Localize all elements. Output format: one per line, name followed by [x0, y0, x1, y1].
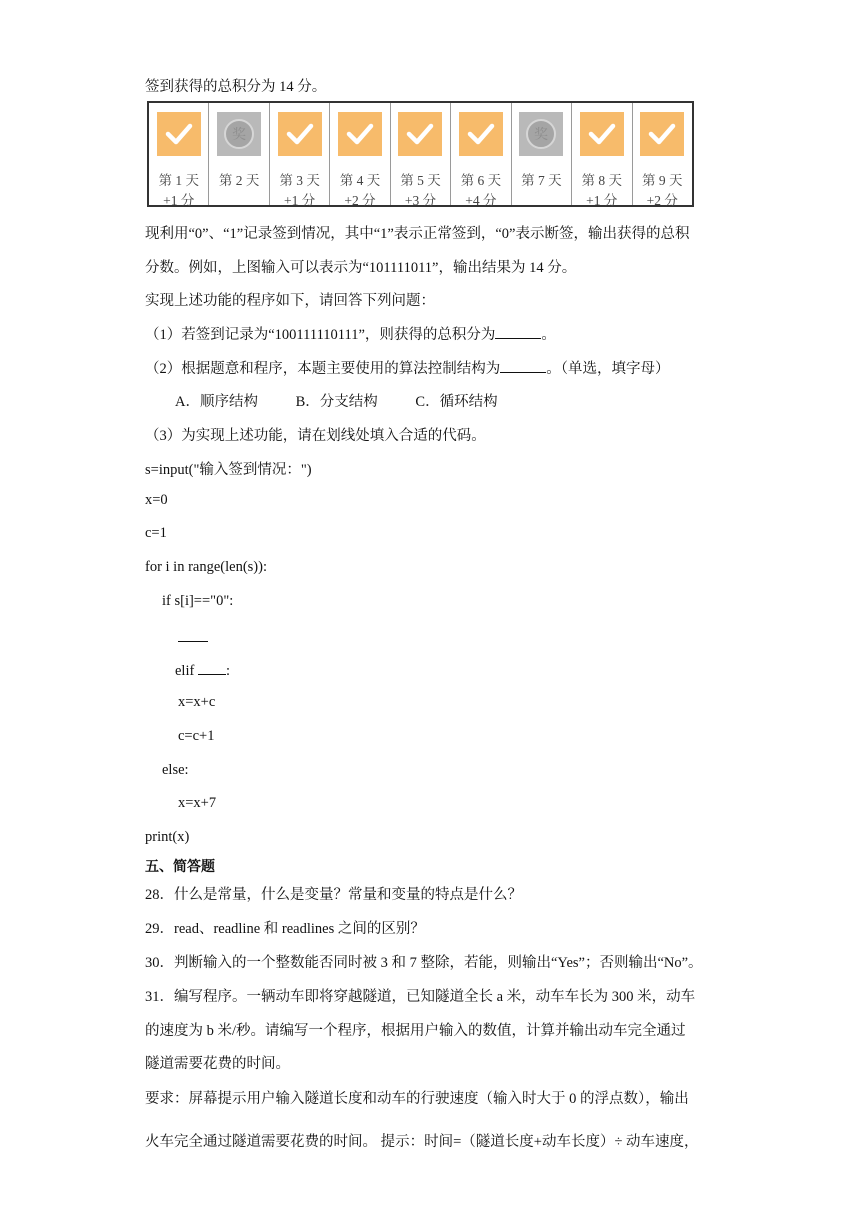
check-icon: [157, 112, 201, 156]
svg-text:奖: 奖: [534, 127, 549, 143]
day-label: 第 9 天: [641, 173, 683, 188]
question-1-text: （1）若签到记录为“100111110111”，则获得的总积分为: [145, 327, 496, 343]
option-c: C．循环结构: [415, 394, 498, 410]
code-line-5: if s[i]=="0":: [162, 593, 234, 609]
intro-text: 签到获得的总积分为 14 分。: [145, 79, 327, 95]
option-a: A．顺序结构: [175, 394, 258, 410]
points-label: +1 分: [283, 193, 316, 208]
code-line-3: c=1: [145, 525, 167, 541]
option-b: B．分支结构: [295, 394, 378, 410]
check-icon: [338, 112, 382, 156]
question-31a: 31．编写程序。一辆动车即将穿越隧道，已知隧道全长 a 米，动车车长为 300 米，动车: [145, 989, 696, 1005]
section-title: 五、简答题: [145, 859, 215, 875]
paragraph-1b: 分数。例如，上图输入可以表示为“101111011”，输出结果为 14 分。: [145, 260, 577, 276]
points-label: +1 分: [163, 193, 195, 208]
check-icon: [398, 112, 442, 156]
day-cell: [572, 103, 632, 208]
day-cell: [330, 103, 390, 208]
day-label: 第 3 天: [279, 173, 320, 188]
check-icon: [640, 112, 684, 156]
missed-badge-icon: [217, 112, 261, 156]
question-28: 28．什么是常量，什么是变量？常量和变量的特点是什么？: [145, 887, 522, 903]
code-line-9: c=c+1: [178, 728, 215, 744]
code-elif: elif: [175, 663, 198, 679]
code-line-4: for i in range(len(s)):: [145, 559, 267, 575]
day-label: 第 1 天: [158, 173, 199, 188]
svg-text:奖: 奖: [232, 127, 247, 143]
question-1-end: 。: [541, 327, 556, 343]
question-1: [145, 323, 556, 344]
day-label: 第 4 天: [339, 173, 381, 188]
day-label: 第 7 天: [521, 173, 562, 188]
question-2-text: （2）根据题意和程序，本题主要使用的算法控制结构为: [145, 361, 501, 377]
check-icon: [278, 112, 322, 156]
requirement-b: 火车完全通过隧道需要花费的时间。 提示：时间=（隧道长度+动车长度）÷ 动车速度，: [145, 1134, 699, 1150]
requirement-a: 要求：屏幕提示用户输入隧道长度和动车的行驶速度（输入时大于 0 的浮点数），输出: [145, 1091, 689, 1107]
day-label: 第 8 天: [581, 173, 623, 188]
points-label: +1 分: [586, 193, 618, 208]
day-label: 第 2 天: [218, 173, 260, 188]
day-cell: [451, 103, 511, 208]
question-31b: 的速度为 b 米/秒。请编写一个程序，根据用户输入的数值，计算并输出动车完全通过: [145, 1023, 686, 1039]
points-label: +2 分: [344, 193, 376, 208]
points-label: +4 分: [465, 193, 497, 208]
day-label: 第 6 天: [460, 173, 502, 188]
paragraph-2: 实现上述功能的程序如下，请回答下列问题：: [145, 293, 435, 309]
options-row: [175, 390, 532, 411]
missed-badge-icon: [519, 112, 563, 156]
day-cell: [633, 103, 692, 208]
question-2: [145, 357, 670, 378]
code-line-8: x=x+c: [178, 694, 216, 710]
day-cell: [391, 103, 451, 208]
points-label: +2 分: [646, 193, 678, 208]
code-colon: :: [225, 663, 230, 679]
question-31c: 隧道需要花费的时间。: [145, 1056, 290, 1072]
checkin-strip: [147, 101, 694, 207]
question-29: 29．read、readline 和 readlines 之间的区别？: [145, 921, 425, 937]
code-line-10: else:: [162, 762, 189, 778]
paragraph-1a: 现利用“0”、“1”记录签到情况，其中“1”表示正常签到，“0”表示断签，输出获得的总积: [145, 226, 690, 242]
code-line-12: print(x): [145, 829, 190, 845]
code-line-11: x=x+7: [178, 795, 217, 811]
code-blank-1: [178, 627, 208, 642]
code-line-6: [178, 627, 208, 647]
answer-blank-2: [500, 358, 546, 373]
code-blank-2: [198, 660, 226, 675]
day-cell: [209, 103, 269, 205]
check-icon: [580, 112, 624, 156]
day-cell: [149, 103, 209, 208]
points-label: +3 分: [404, 193, 437, 208]
day-label: 第 5 天: [400, 173, 441, 188]
check-icon: [459, 112, 503, 156]
question-30: 30．判断输入的一个整数能否同时被 3 和 7 整除，若能，则输出“Yes”；否则输出“No”。: [145, 955, 703, 971]
code-line-1: s=input("输入签到情况："): [145, 462, 312, 478]
code-line-2: x=0: [145, 492, 168, 508]
question-3: （3）为实现上述功能，请在划线处填入合适的代码。: [145, 428, 486, 444]
day-cell: [270, 103, 330, 208]
day-cell: [512, 103, 572, 205]
code-line-7: [175, 660, 230, 680]
answer-blank-1: [495, 324, 541, 339]
question-2-end: 。（单选，填字母）: [546, 361, 670, 377]
